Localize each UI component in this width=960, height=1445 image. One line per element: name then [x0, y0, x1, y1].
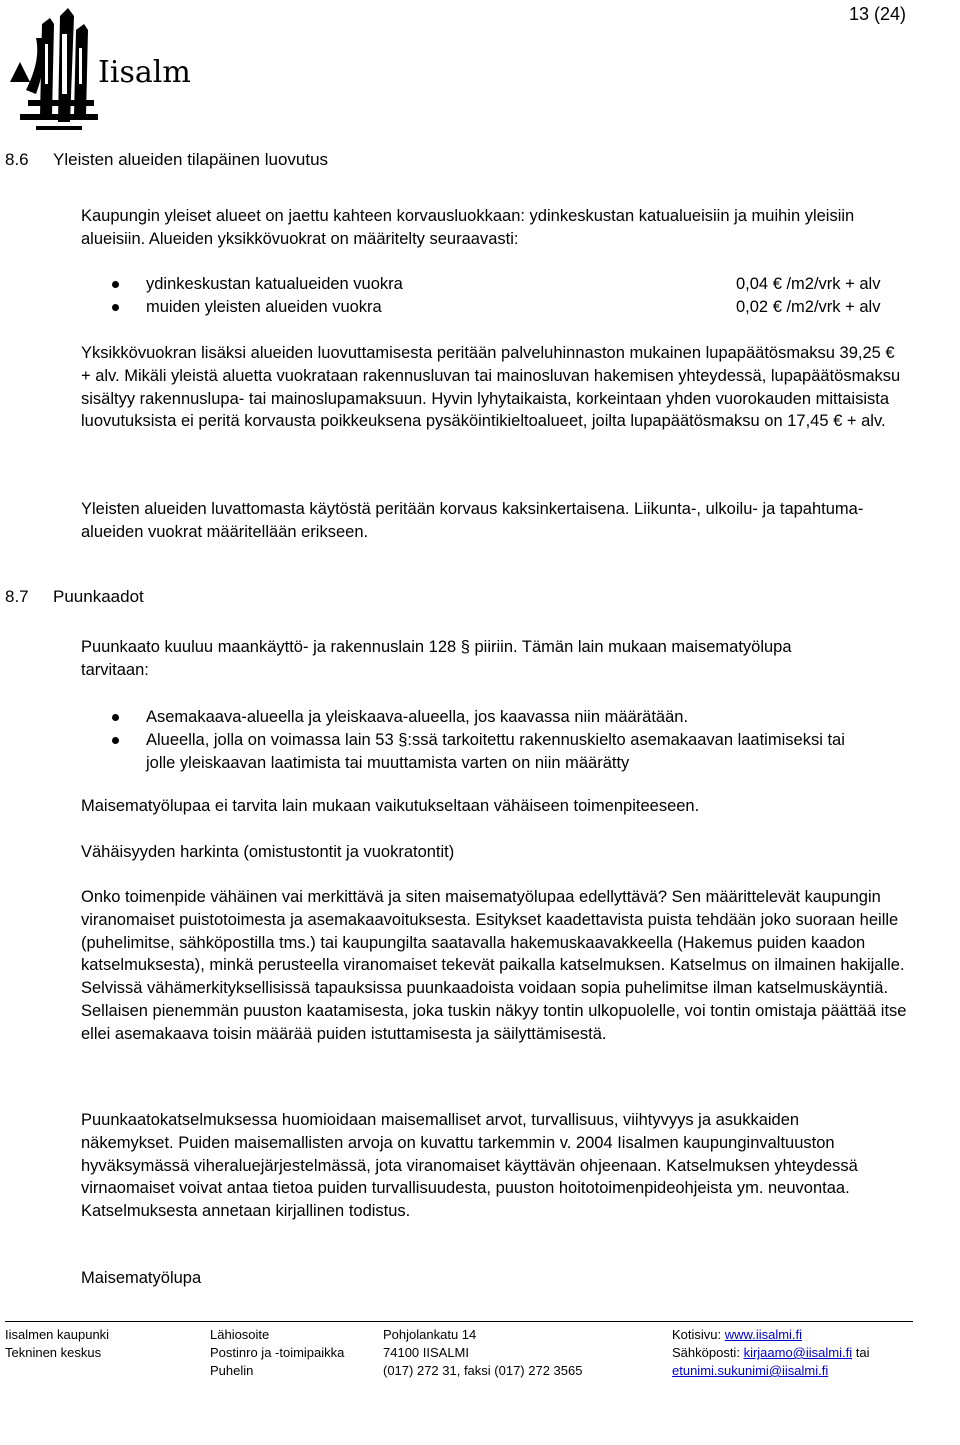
rates-list [146, 273, 881, 319]
paragraph-question: Onko toimenpide vähäinen vai merkittävä ja siten maisematyölupaa edellyttävä? Sen määrittelevät kaupungin viranomaiset puistotoimesta ja asemakaavoituksesta. Esitykset kaadettavista puista tehdään joko suoraan heille (puhelimitse, sähköpostilla tms.) tai kaupungilta saatavalla hakemuskaavakkeella (Hakemus puiden kaadon katselmuksesta), minkä perusteella viranomaiset tekevät paikalla katselmuksen. Katselmus on ilmainen hakijalle. Selvissä vähämerkityksellisissä tapauksissa puunkaadoista voidaan sopia puhelimitse ilman katselmuskäyntiä. Sellaisen pienemmän puuston kaatamisesta, joka tuskin näkyy tontin ulkopuolelle, voi tontin omistaja päättää itse ellei asemakaava toisin määrää puiden istuttamisesta ja säilyttämisestä. [81, 888, 907, 1043]
list-item: muiden yleisten alueiden vuokra 0,02 € /m2/vrk + alv [146, 296, 866, 319]
paragraph-assessment: Vähäisyyden harkinta (omistustontit ja vuokratontit) [81, 843, 455, 861]
paragraph-intro-8-6: Kaupungin yleiset alueet on jaettu kahteen korvausluokkaan: ydinkeskustan katualueisiin ja muihin yleisiin alueisiin. Alueiden yksikkövuokrat on määritelty seuraavasti: [81, 207, 855, 248]
email2-link[interactable]: etunimi.sukunimi@iisalmi.fi [672, 1363, 829, 1378]
section-number: 8.6 [5, 150, 29, 169]
footer-website-line: Kotisivu: www.iisalmi.fi [672, 1327, 803, 1342]
rate-value: 0,02 € /m2/vrk + alv [736, 297, 881, 316]
permit-list [146, 706, 866, 774]
footer-address: Pohjolankatu 14 74100 IISALMI (017) 272 31, faksi (017) 272 3565 [383, 1327, 583, 1378]
paragraph-inspection: Puunkaatokatselmuksessa huomioidaan maisemalliset arvot, turvallisuus, viihtyvyys ja asukkaiden näkemykset. Puiden maisemallisten arvoja on kuvattu tarkemmin v. 2004 Iisalmen kaupunginvaltuuston hyväksymässä viheraluejärjestelmässä, jota viranomaiset käyttävän ohjeenaan. Katselmuksen yhteydessä virnaomaiset voivat antaa tietoa puiden turvallisuudesta, puuston hoitotoimenpideohjeista ym. neuvontaa. Katselmuksesta annetaan kirjallinen todistus. [81, 1111, 858, 1221]
footer-divider [5, 1321, 913, 1322]
paragraph-last: Maisematyölupa [81, 1269, 202, 1287]
bullet-icon [112, 304, 119, 311]
footer-email-line: Sähköposti: kirjaamo@iisalmi.fi tai [672, 1345, 870, 1360]
list-item: Alueella, jolla on voimassa lain 53 §:ssä tarkoitettu rakennuskielto asemakaavan laatimiseksi tai jolle yleiskaavan laatimista tai muuttamista varten on niin määrätty [146, 729, 866, 775]
bullet-icon [112, 281, 119, 288]
list-item: Asemakaava-alueella ja yleiskaava-alueella, jos kaavassa niin määrätään. [146, 706, 866, 729]
footer-email2-line [672, 1362, 869, 1380]
email-link[interactable]: kirjaamo@iisalmi.fi [743, 1345, 853, 1360]
footer-contact [672, 1326, 869, 1380]
page-number: 13 (24) [848, 4, 906, 24]
section-title: Puunkaadot [53, 587, 144, 606]
logo-wordmark: Iisalmi [98, 55, 191, 90]
section-heading-8-6 [5, 150, 328, 170]
bullet-icon [112, 737, 119, 744]
paragraph-fees: Yksikkövuokran lisäksi alueiden luovuttamisesta peritään palveluhinnaston mukainen lupapäätösmaksu 39,25 € + alv. Mikäli yleistä aluetta vuokrataan rakennusluvan tai mainosluvan hakemisen yhteydessä, lupapäätösmaksu sisältyy rakennuslupa- tai mainoslupamaksuun. Hyvin lyhytaikaista, korkeintaan yhden vuorokauden mittaisista luovutuksista ei peritä korvausta poikkeuksena pysäköintikieltoalueet, joilta lupapäätösmaksu on 17,45 € + alv. [81, 344, 901, 431]
logo-emblem-icon [6, 4, 191, 130]
section-heading-8-7 [5, 587, 144, 607]
list-item: ydinkeskustan katualueiden vuokra 0,04 € /m2/vrk + alv [146, 273, 866, 296]
paragraph-no-permit: Maisematyölupaa ei tarvita lain mukaan vaikutukseltaan vähäiseen toimenpiteeseen. [81, 797, 700, 815]
rate-value: 0,04 € /m2/vrk + alv [736, 275, 881, 293]
paragraph-intro-8-7: Puunkaato kuuluu maankäyttö- ja rakennuslain 128 § piiriin. Tämän lain mukaan maisematyölupa tarvitaan: [81, 638, 792, 679]
website-link[interactable]: www.iisalmi.fi [724, 1327, 803, 1342]
section-title: Yleisten alueiden tilapäinen luovutus [53, 150, 329, 169]
footer-org: Iisalmen kaupunki Tekninen keskus [5, 1327, 110, 1360]
section-number: 8.7 [5, 587, 29, 606]
footer-labels: Lähiosoite Postinro ja -toimipaikka Puhelin [210, 1327, 345, 1378]
bullet-icon [112, 714, 119, 721]
paragraph-unauthorized-use: Yleisten alueiden luvattomasta käytöstä peritään korvaus kaksinkertaisena. Liikunta-, ulkoilu- ja tapahtuma-alueiden vuokrat määritellään erikseen. [81, 500, 864, 541]
iisalmi-logo [6, 4, 191, 130]
